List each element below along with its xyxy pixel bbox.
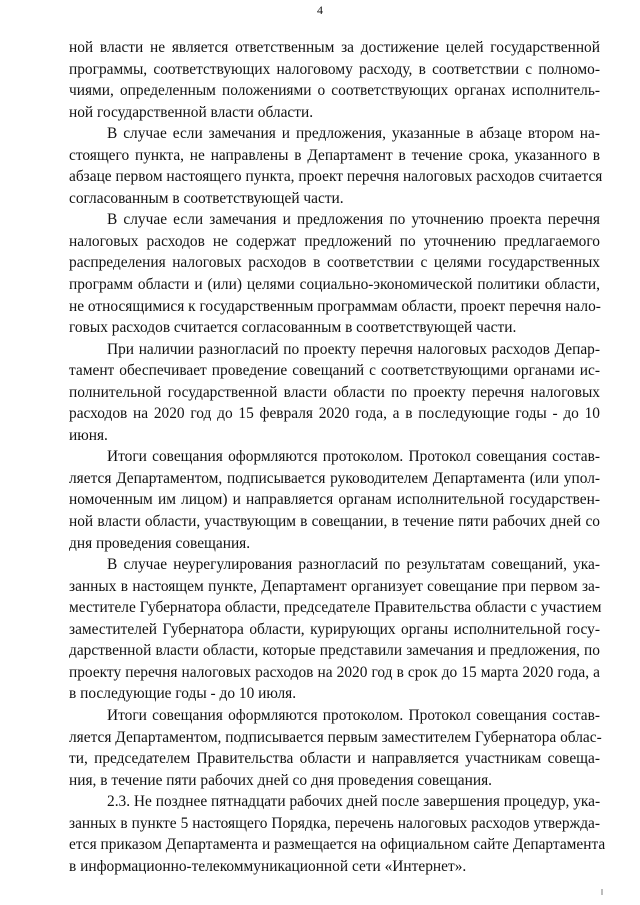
text-line: Итоги совещания оформляются протоколом. Протокол совещания состав-: [107, 706, 600, 724]
text-line: в последующие годы - до 10 июля.: [69, 685, 297, 703]
text-line: тамент обеспечивает проведение совещаний с соответствующими органами ис-: [69, 362, 600, 380]
text-line: стоящего пункта, не направлены в Департамент в течение срока, указанного в: [69, 146, 600, 164]
paragraph: [69, 339, 600, 447]
text-line: ляется Департаментом, подписывается руководителем Департамента (или упол-: [69, 469, 600, 487]
text-line: В случае если замечания и предложения по уточнению проекта перечня: [107, 211, 600, 229]
paragraph: [69, 37, 600, 123]
text-line: номоченным им лицом) и направляется органам исполнительной государствен-: [69, 491, 600, 509]
text-line: Итоги совещания оформляются протоколом. Протокол совещания состав-: [107, 448, 600, 466]
text-line: налоговых расходов не содержат предложений по уточнению предлагаемого: [69, 232, 600, 250]
text-line: ляется Департаментом, подписывается первым заместителем Губернатора облас-: [69, 728, 602, 746]
text-line: ной государственной власти области.: [69, 103, 314, 121]
paragraph: [69, 123, 603, 209]
text-line: ти, председателем Правительства области и направляется участникам совеща-: [69, 750, 600, 768]
text-line: ной власти области, участвующим в совещании, в течение пяти рабочих дней со: [69, 513, 600, 531]
text-line: дня проведения совещания.: [69, 534, 251, 552]
scan-mark: [601, 889, 603, 895]
text-line: говых расходов считается согласованным в соответствующей части.: [69, 319, 517, 337]
text-line: занных в настоящем пункте, Департамент организует совещание при первом за-: [69, 577, 600, 595]
text-line: в информационно-телекоммуникационной сети «Интернет».: [69, 857, 467, 875]
text-line: июня.: [69, 426, 108, 444]
text-line: местителе Губернатора области, председателе Правительства области с участием: [69, 599, 602, 617]
text-line: расходов на 2020 год до 15 февраля 2020 года, а в последующие годы - до 10: [69, 405, 600, 423]
paragraph: [69, 705, 600, 791]
text-line: программ области и (или) целями социально-экономической политики области,: [69, 276, 600, 294]
text-line: В случае если замечания и предложения, указанные в абзаце втором на-: [107, 125, 600, 143]
text-line: В случае неурегулирования разногласий по результатам совещаний, ука-: [107, 556, 600, 574]
document-body: [69, 37, 606, 877]
text-line: согласованным в соответствующей части.: [69, 189, 344, 207]
text-line: не относящимися к государственным программам области, проект перечня нало-: [69, 297, 601, 315]
paragraph: [69, 209, 600, 338]
text-line: ния, в течение пяти рабочих дней со дня проведения совещания.: [69, 771, 493, 789]
text-line: распределения налоговых расходов в соответствии с целями государственных: [69, 254, 600, 272]
text-line: занных в пункте 5 настоящего Порядка, перечень налоговых расходов утвержда-: [69, 814, 600, 832]
text-line: чиями, определенным положениями о соответствующих органах исполнитель-: [69, 82, 600, 100]
text-line: 2.3. Не позднее пятнадцати рабочих дней после завершения процедур, ука-: [107, 793, 601, 811]
text-line: полнительной государственной власти области по проекту перечня налоговых: [69, 383, 600, 401]
text-line: При наличии разногласий по проекту перечня налоговых расходов Депар-: [107, 340, 600, 358]
text-line: дарственной власти области, которые представили замечания и предложения, по: [69, 642, 600, 660]
text-line: проекту перечня налоговых расходов на 2020 год в срок до 15 марта 2020 года, а: [69, 663, 600, 681]
text-line: ной власти не является ответственным за достижение целей государственной: [69, 39, 600, 56]
paragraph: [69, 791, 606, 877]
paragraph: [69, 554, 600, 705]
text-line: программы, соответствующих налоговому расходу, в соответствии с полномо-: [69, 60, 600, 78]
page-number: 4: [317, 3, 323, 17]
text-line: ется приказом Департамента и размещается на официальном сайте Департамента: [69, 836, 606, 854]
paragraph: [69, 446, 600, 554]
text-line: заместителей Губернатора области, курирующих органы исполнительной госу-: [69, 620, 600, 638]
text-line: абзаце первом настоящего пункта, проект перечня налоговых расходов считается: [69, 168, 603, 186]
